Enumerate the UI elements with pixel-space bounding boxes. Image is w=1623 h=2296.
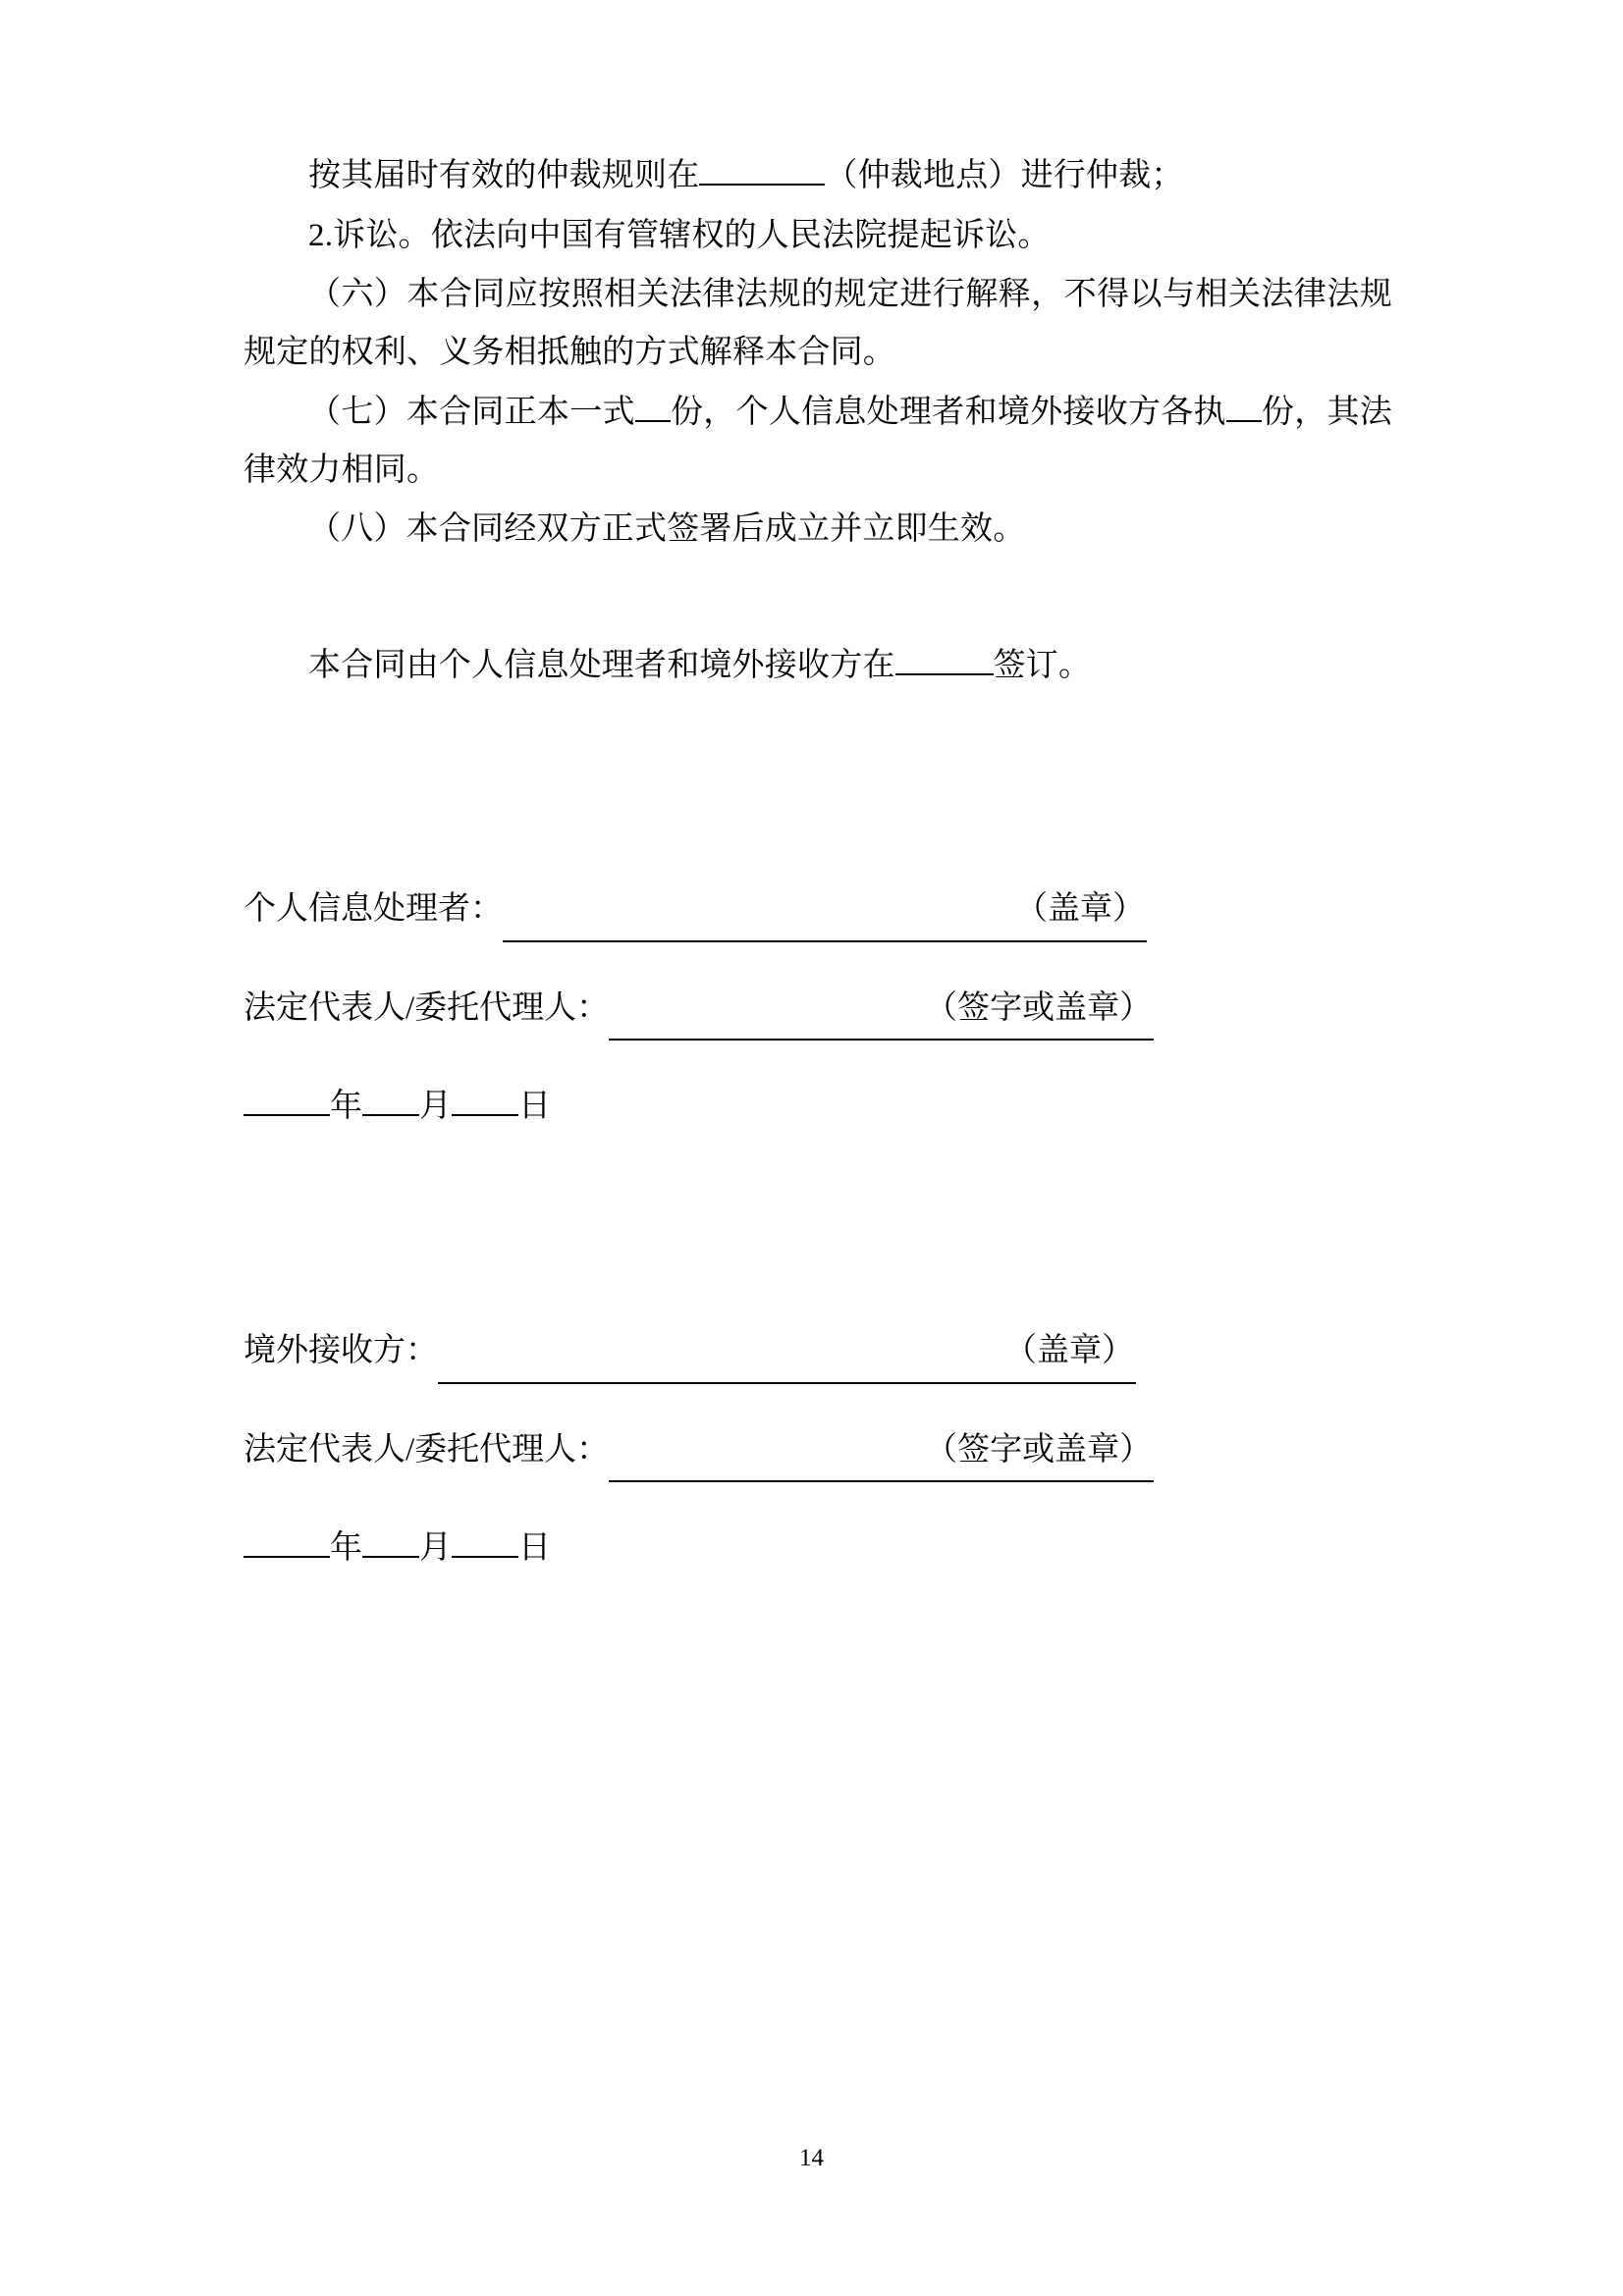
recipient-date-month-blank[interactable] (362, 1556, 419, 1558)
paragraph-litigation-item: 2.诉讼。依法向中国有管辖权的人民法院提起诉讼。 (308, 217, 1051, 253)
between-signature-blocks-spacer (243, 1173, 1392, 1320)
recipient-date-year-suffix: 年 (330, 1530, 362, 1567)
processor-date-line (243, 1076, 1392, 1138)
processor-date-year-blank[interactable] (243, 1114, 330, 1116)
paragraph-arbitration-continued (243, 147, 1392, 205)
signing-place-blank[interactable] (895, 673, 994, 675)
processor-party-line (243, 879, 1392, 942)
processor-date-day-suffix: 日 (518, 1089, 551, 1125)
page-number: 14 (799, 2145, 824, 2171)
recipient-party-seal-note: （盖章） (1002, 1320, 1136, 1384)
recipient-rep-label: 法定代表人/委托代理人： (243, 1431, 610, 1468)
processor-rep-label: 法定代表人/委托代理人： (243, 989, 610, 1026)
recipient-rep-seal-note: （签字或盖章） (923, 1419, 1154, 1483)
copies-each-blank[interactable] (1226, 420, 1262, 422)
processor-rep-seal-note: （签字或盖章） (923, 978, 1154, 1041)
signing-place-before: 本合同由个人信息处理者和境外接收方在 (308, 648, 895, 684)
arbitration-text-before: 按其届时有效的仲裁规则在 (308, 158, 700, 193)
clause-seven-part3: 份，其法律效力相同。 (243, 394, 1392, 488)
arbitration-place-blank[interactable] (699, 184, 825, 186)
clause-seven-part1: （七）本合同正本一式 (308, 394, 635, 430)
processor-rep-signature-field[interactable] (609, 1009, 923, 1041)
recipient-date-day-blank[interactable] (452, 1556, 518, 1558)
processor-party-seal-note: （盖章） (1013, 879, 1147, 942)
recipient-rep-signature-field[interactable] (609, 1451, 923, 1482)
recipient-date-year-blank[interactable] (243, 1556, 330, 1558)
recipient-date-month-suffix: 月 (419, 1530, 452, 1567)
paragraph-clause-six: （六）本合同应按照相关法律法规的规定进行解释，不得以与相关法律法规规定的权利、义务相抵触的方式解释本合同。 (243, 277, 1392, 371)
processor-party-label: 个人信息处理者： (243, 890, 503, 927)
signature-block-processor (243, 879, 1392, 1138)
recipient-rep-line (243, 1419, 1392, 1483)
recipient-date-day-suffix: 日 (518, 1530, 551, 1567)
signature-area-spacer (243, 697, 1392, 879)
processor-date-month-suffix: 月 (419, 1089, 452, 1125)
recipient-party-line (243, 1320, 1392, 1384)
recipient-date-line (243, 1518, 1392, 1579)
recipient-party-label: 境外接收方： (243, 1332, 438, 1368)
paragraph-clause-seven (243, 384, 1392, 499)
signing-place-after: 签订。 (993, 648, 1092, 684)
clause-seven-part2: 份，个人信息处理者和境外接收方各执 (670, 394, 1226, 430)
paragraph-spacer (243, 561, 1392, 637)
copies-total-blank[interactable] (635, 420, 671, 422)
processor-party-signature-field[interactable] (503, 911, 1013, 942)
arbitration-text-after: （仲裁地点）进行仲裁； (825, 158, 1184, 193)
signature-block-overseas-recipient (243, 1320, 1392, 1579)
document-body (243, 147, 1392, 695)
processor-date-day-blank[interactable] (452, 1114, 518, 1116)
recipient-party-signature-field[interactable] (438, 1353, 1002, 1384)
paragraph-clause-eight: （八）本合同经双方正式签署后成立并立即生效。 (308, 511, 1026, 548)
processor-rep-line (243, 978, 1392, 1041)
processor-date-year-suffix: 年 (330, 1089, 362, 1125)
paragraph-signing-place (243, 637, 1392, 695)
processor-date-month-blank[interactable] (362, 1114, 419, 1116)
